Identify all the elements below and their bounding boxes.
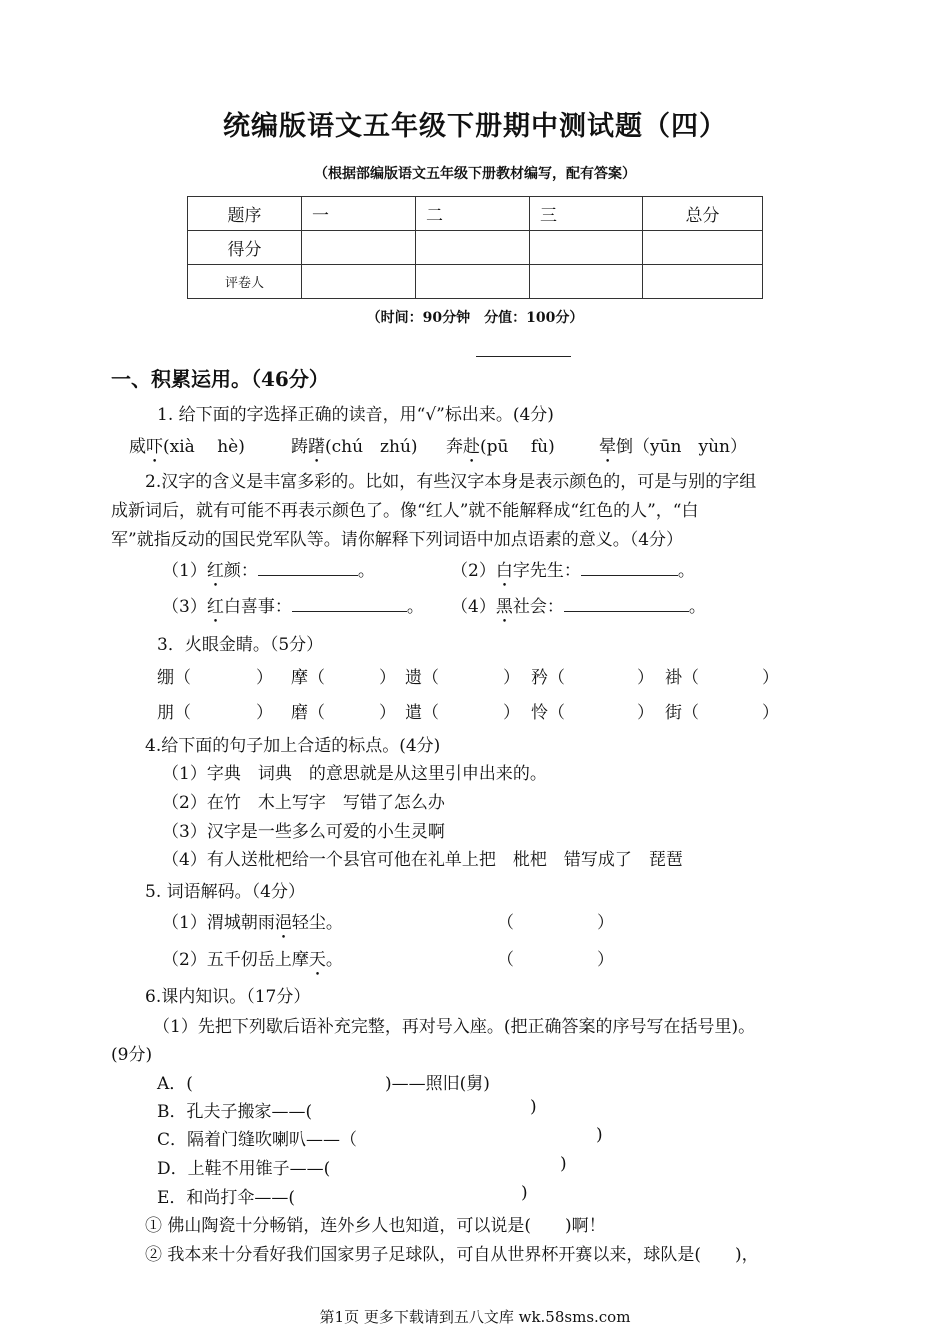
answer-blank[interactable] [258, 557, 358, 576]
question-2-item: （4）黑社会： 。 [451, 592, 706, 627]
table-row-label: 评卷人 [188, 265, 302, 299]
question-1-item: 晕倒（yūn yùn） [599, 437, 748, 457]
page-subtitle: （根据部编版语文五年级下册教材编写，配有答案） [314, 166, 636, 182]
question-1-stem: 1. 给下面的字选择正确的读音，用“√”标出来。(4分) [157, 405, 554, 425]
question-6-instruction: （1）先把下列歇后语补充完整，再对号入座。(把正确答案的序号写在括号里)。 [153, 1017, 756, 1037]
answer-paren-close: ） [597, 950, 614, 970]
question-1-item: 威吓(xià hè) [129, 437, 245, 457]
question-5-stem: 5. 词语解码。（4分） [145, 882, 305, 902]
table-header-cell: 二 [416, 197, 530, 231]
question-4-item: （1）字典 词典 的意思就是从这里引申出来的。 [162, 764, 547, 784]
question-2-text: 军”就指反动的国民党军队等。请你解释下列词语中加点语素的意义。（4分） [111, 530, 684, 550]
table-cell[interactable] [416, 265, 530, 299]
question-2-text: 2.汉字的含义是丰富多彩的。比如，有些汉字本身是表示颜色的，可是与别的字组 [145, 472, 757, 492]
question-2-item: （3）红白喜事： 。 [162, 592, 424, 627]
question-6-instruction: (9分) [111, 1045, 153, 1065]
table-header-cell: 总分 [643, 197, 763, 231]
table-row [188, 231, 763, 265]
question-1-item: 踌躇(chú zhú) [291, 437, 418, 457]
question-6-sentence: ① 佛山陶瓷十分畅销，连外乡人也知道，可以说是( )啊！ [145, 1216, 606, 1236]
question-2-item: （1）红颜： 。 [162, 556, 375, 591]
time-info: （时间：90分钟 分值：100分） [366, 310, 584, 326]
divider [476, 356, 571, 357]
question-4-item: （4）有人送枇杷给一个县官可他在礼单上把 枇杷 错写成了 琵琶 [162, 850, 683, 870]
answer-paren-close: ） [597, 913, 614, 933]
table-cell[interactable] [416, 231, 530, 265]
table-row-label: 得分 [188, 231, 302, 265]
table-cell[interactable] [530, 231, 643, 265]
question-2-item: （2）白字先生： 。 [451, 556, 695, 591]
answer-blank[interactable] [581, 557, 678, 576]
section-title: 一、积累运用。（46分） [111, 367, 329, 391]
table-cell[interactable] [530, 265, 643, 299]
table-header-cell: 题序 [188, 197, 302, 231]
question-4-stem: 4.给下面的句子加上合适的标点。(4分) [145, 736, 441, 756]
table-header-cell: 一 [302, 197, 416, 231]
question-6-sentence: ② 我本来十分看好我们国家男子足球队，可自从世界杯开赛以来，球队是( )， [145, 1245, 759, 1265]
answer-blank[interactable] [564, 593, 689, 612]
table-row [188, 265, 763, 299]
answer-paren-open: （ [497, 913, 514, 933]
question-2-text: 成新词后，就有可能不再表示颜色了。像“红人”就不能解释成“红色的人”，“白 [111, 501, 699, 521]
table-cell[interactable] [643, 265, 763, 299]
question-5-item: （2）五千仞岳上摩天。 [162, 950, 343, 970]
table-row [188, 197, 763, 231]
table-cell[interactable] [302, 231, 416, 265]
question-1-item: 奔赴(pū fù) [446, 437, 555, 457]
question-3-stem: 3．火眼金睛。（5分） [157, 635, 324, 655]
question-4-item: （2）在竹 木上写字 写错了怎么办 [162, 793, 445, 813]
question-6-stem: 6.课内知识。（17分） [145, 987, 311, 1007]
page-footer: 第1页 更多下载请到五八文库 wk.58sms.com [319, 1308, 631, 1326]
table-header-cell: 三 [530, 197, 643, 231]
table-cell[interactable] [302, 265, 416, 299]
table-cell[interactable] [643, 231, 763, 265]
answer-blank[interactable] [292, 593, 407, 612]
question-4-item: （3）汉字是一些多么可爱的小生灵啊 [162, 822, 445, 842]
question-5-item: （1）渭城朝雨浥轻尘。 [162, 913, 343, 933]
page-title: 统编版语文五年级下册期中测试题（四） [223, 111, 727, 142]
score-table [187, 196, 763, 299]
answer-paren-open: （ [497, 950, 514, 970]
